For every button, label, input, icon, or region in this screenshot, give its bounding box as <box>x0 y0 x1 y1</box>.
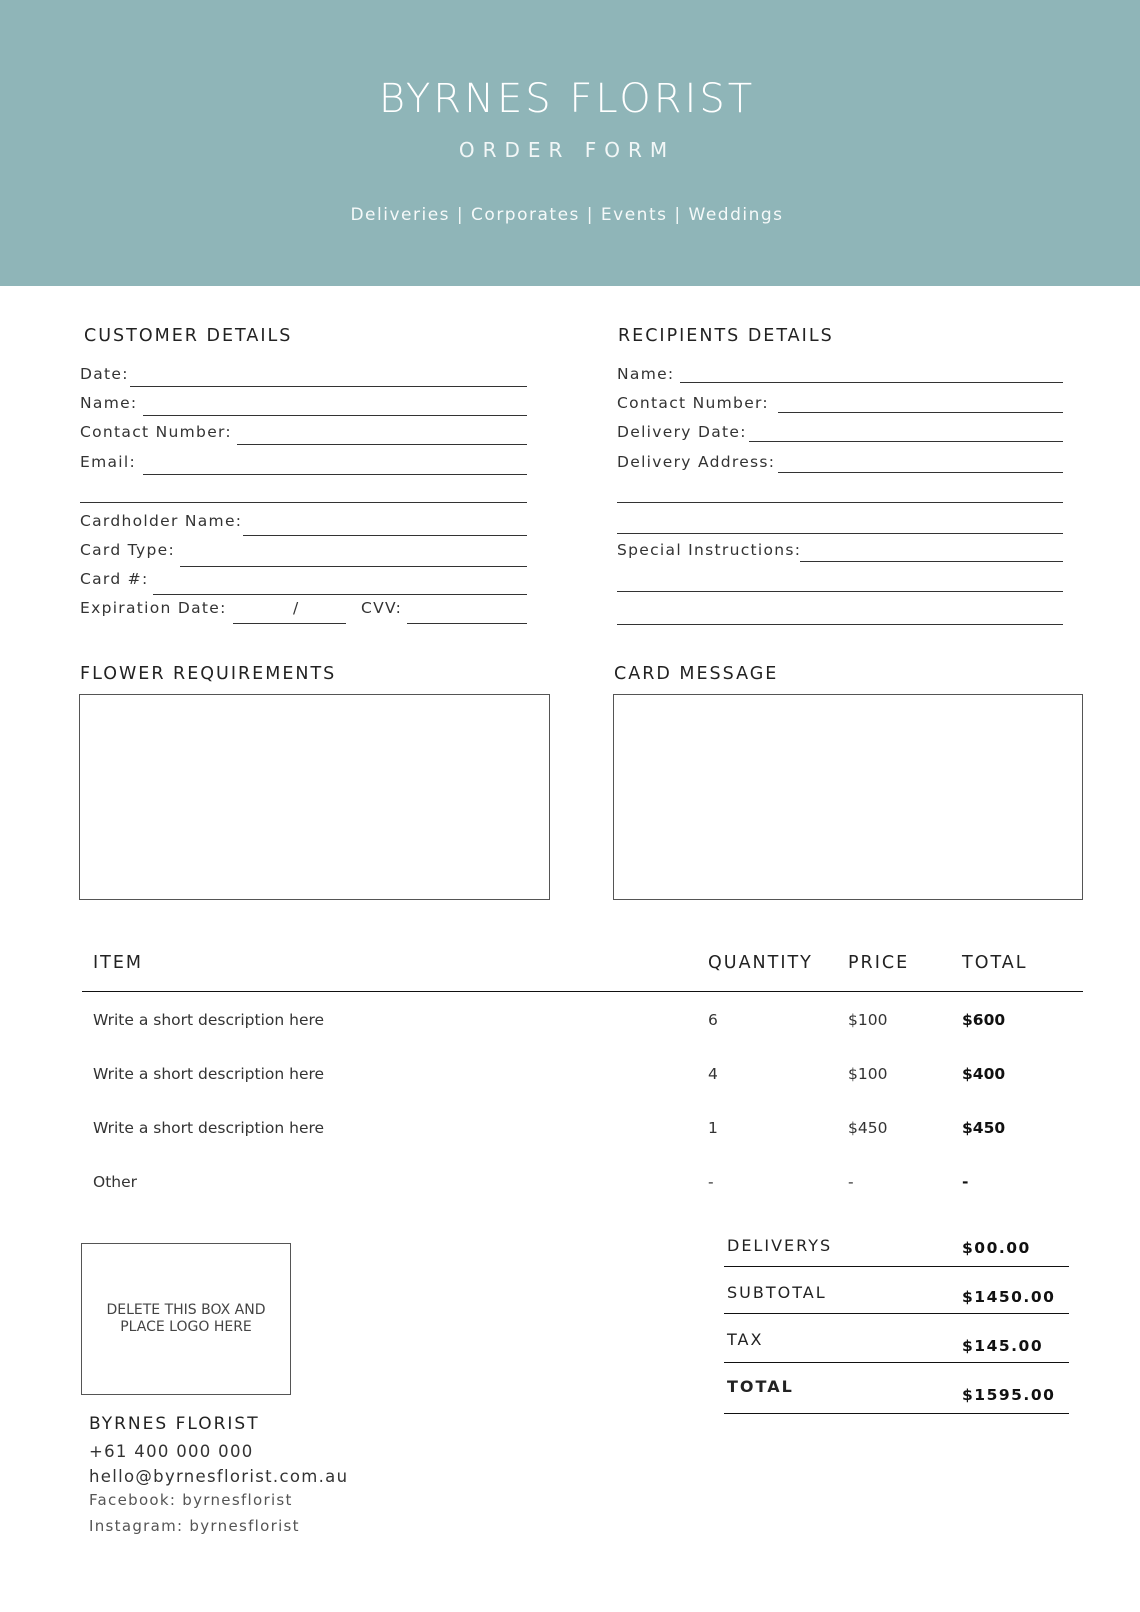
summary-subtotal-label: SUBTOTAL <box>727 1283 827 1302</box>
delivery-address-line-3[interactable] <box>617 533 1063 534</box>
recipient-contact-label: Contact Number: <box>617 394 769 412</box>
customer-details-heading: CUSTOMER DETAILS <box>84 326 293 346</box>
summary-tax-label: TAX <box>727 1330 764 1349</box>
delivery-date-label: Delivery Date: <box>617 423 747 441</box>
table-row-1-quantity: 6 <box>708 1011 718 1029</box>
table-row-4-total: - <box>962 1173 969 1191</box>
table-row-2-price: $100 <box>848 1065 888 1083</box>
delivery-address-field[interactable] <box>778 472 1063 473</box>
special-instructions-line-3[interactable] <box>617 624 1063 625</box>
summary-deliverys-value: $00.00 <box>962 1239 1031 1257</box>
customer-email-label: Email: <box>80 453 137 471</box>
table-row-4-price: - <box>848 1173 854 1191</box>
flower-requirements-box[interactable] <box>79 694 550 900</box>
card-type-field[interactable] <box>180 566 527 567</box>
table-header-item: ITEM <box>93 953 144 973</box>
special-instructions-label: Special Instructions: <box>617 541 802 559</box>
table-header-rule <box>82 991 1083 992</box>
page-subtitle: ORDER FORM <box>458 138 676 162</box>
table-row-1-price: $100 <box>848 1011 888 1029</box>
recipient-name-label: Name: <box>617 365 675 383</box>
table-row-4-item: Other <box>93 1173 138 1191</box>
footer-facebook: Facebook: byrnesflorist <box>89 1491 293 1509</box>
footer-email: hello@byrnesflorist.com.au <box>89 1467 349 1486</box>
customer-contact-label: Contact Number: <box>80 423 232 441</box>
footer-phone: +61 400 000 000 <box>89 1442 254 1461</box>
summary-tax-value: $145.00 <box>962 1337 1044 1355</box>
table-header-quantity: QUANTITY <box>708 953 813 973</box>
cardholder-name-label: Cardholder Name: <box>80 512 243 530</box>
table-row-3-item: Write a short description here <box>93 1119 325 1137</box>
summary-total-label: TOTAL <box>727 1377 794 1396</box>
logo-placeholder-line-1: DELETE THIS BOX AND <box>106 1302 266 1318</box>
table-header-price: PRICE <box>848 953 910 973</box>
summary-rule-3 <box>724 1362 1069 1363</box>
customer-name-label: Name: <box>80 394 138 412</box>
tagline: Deliveries | Corporates | Events | Weddings <box>350 205 784 225</box>
summary-total-value: $1595.00 <box>962 1386 1056 1404</box>
card-message-box[interactable] <box>613 694 1083 900</box>
table-row-2-quantity: 4 <box>708 1065 718 1083</box>
customer-extra-field[interactable] <box>80 502 527 503</box>
logo-placeholder-line-2: PLACE LOGO HERE <box>120 1319 252 1335</box>
flower-requirements-heading: FLOWER REQUIREMENTS <box>80 664 337 684</box>
delivery-date-field[interactable] <box>749 441 1063 442</box>
customer-date-label: Date: <box>80 365 129 383</box>
expiration-date-label: Expiration Date: <box>80 599 227 617</box>
card-number-label: Card #: <box>80 570 149 588</box>
customer-contact-field[interactable] <box>237 444 527 445</box>
table-row-3-quantity: 1 <box>708 1119 718 1137</box>
card-number-field[interactable] <box>153 594 527 595</box>
customer-name-field[interactable] <box>143 415 527 416</box>
table-row-1-total: $600 <box>962 1011 1006 1029</box>
customer-email-field[interactable] <box>143 474 527 475</box>
expiration-date-field[interactable] <box>233 623 346 624</box>
recipient-contact-field[interactable] <box>778 412 1063 413</box>
footer-business-name: BYRNES FLORIST <box>89 1414 260 1434</box>
delivery-address-label: Delivery Address: <box>617 453 776 471</box>
recipient-details-heading: RECIPIENTS DETAILS <box>618 326 834 346</box>
footer-instagram: Instagram: byrnesflorist <box>89 1517 300 1535</box>
expiration-slash: / <box>293 599 300 617</box>
table-row-1-item: Write a short description here <box>93 1011 325 1029</box>
table-row-2-item: Write a short description here <box>93 1065 325 1083</box>
special-instructions-field[interactable] <box>800 561 1063 562</box>
summary-rule-4 <box>724 1413 1069 1414</box>
summary-deliverys-label: DELIVERYS <box>727 1236 833 1255</box>
table-row-3-price: $450 <box>848 1119 888 1137</box>
recipient-name-field[interactable] <box>680 382 1063 383</box>
table-row-2-total: $400 <box>962 1065 1006 1083</box>
summary-subtotal-value: $1450.00 <box>962 1288 1056 1306</box>
card-message-heading: CARD MESSAGE <box>614 664 779 684</box>
summary-rule-2 <box>724 1313 1069 1314</box>
customer-date-field[interactable] <box>130 386 527 387</box>
table-row-4-quantity: - <box>708 1173 714 1191</box>
cvv-field[interactable] <box>407 623 527 624</box>
page-title: BYRNES FLORIST <box>378 76 756 122</box>
special-instructions-line-2[interactable] <box>617 591 1063 592</box>
summary-rule-1 <box>724 1266 1069 1267</box>
table-row-3-total: $450 <box>962 1119 1006 1137</box>
delivery-address-line-2[interactable] <box>617 502 1063 503</box>
cardholder-name-field[interactable] <box>243 535 527 536</box>
card-type-label: Card Type: <box>80 541 176 559</box>
table-header-total: TOTAL <box>962 953 1028 973</box>
cvv-label: CVV: <box>361 599 403 617</box>
